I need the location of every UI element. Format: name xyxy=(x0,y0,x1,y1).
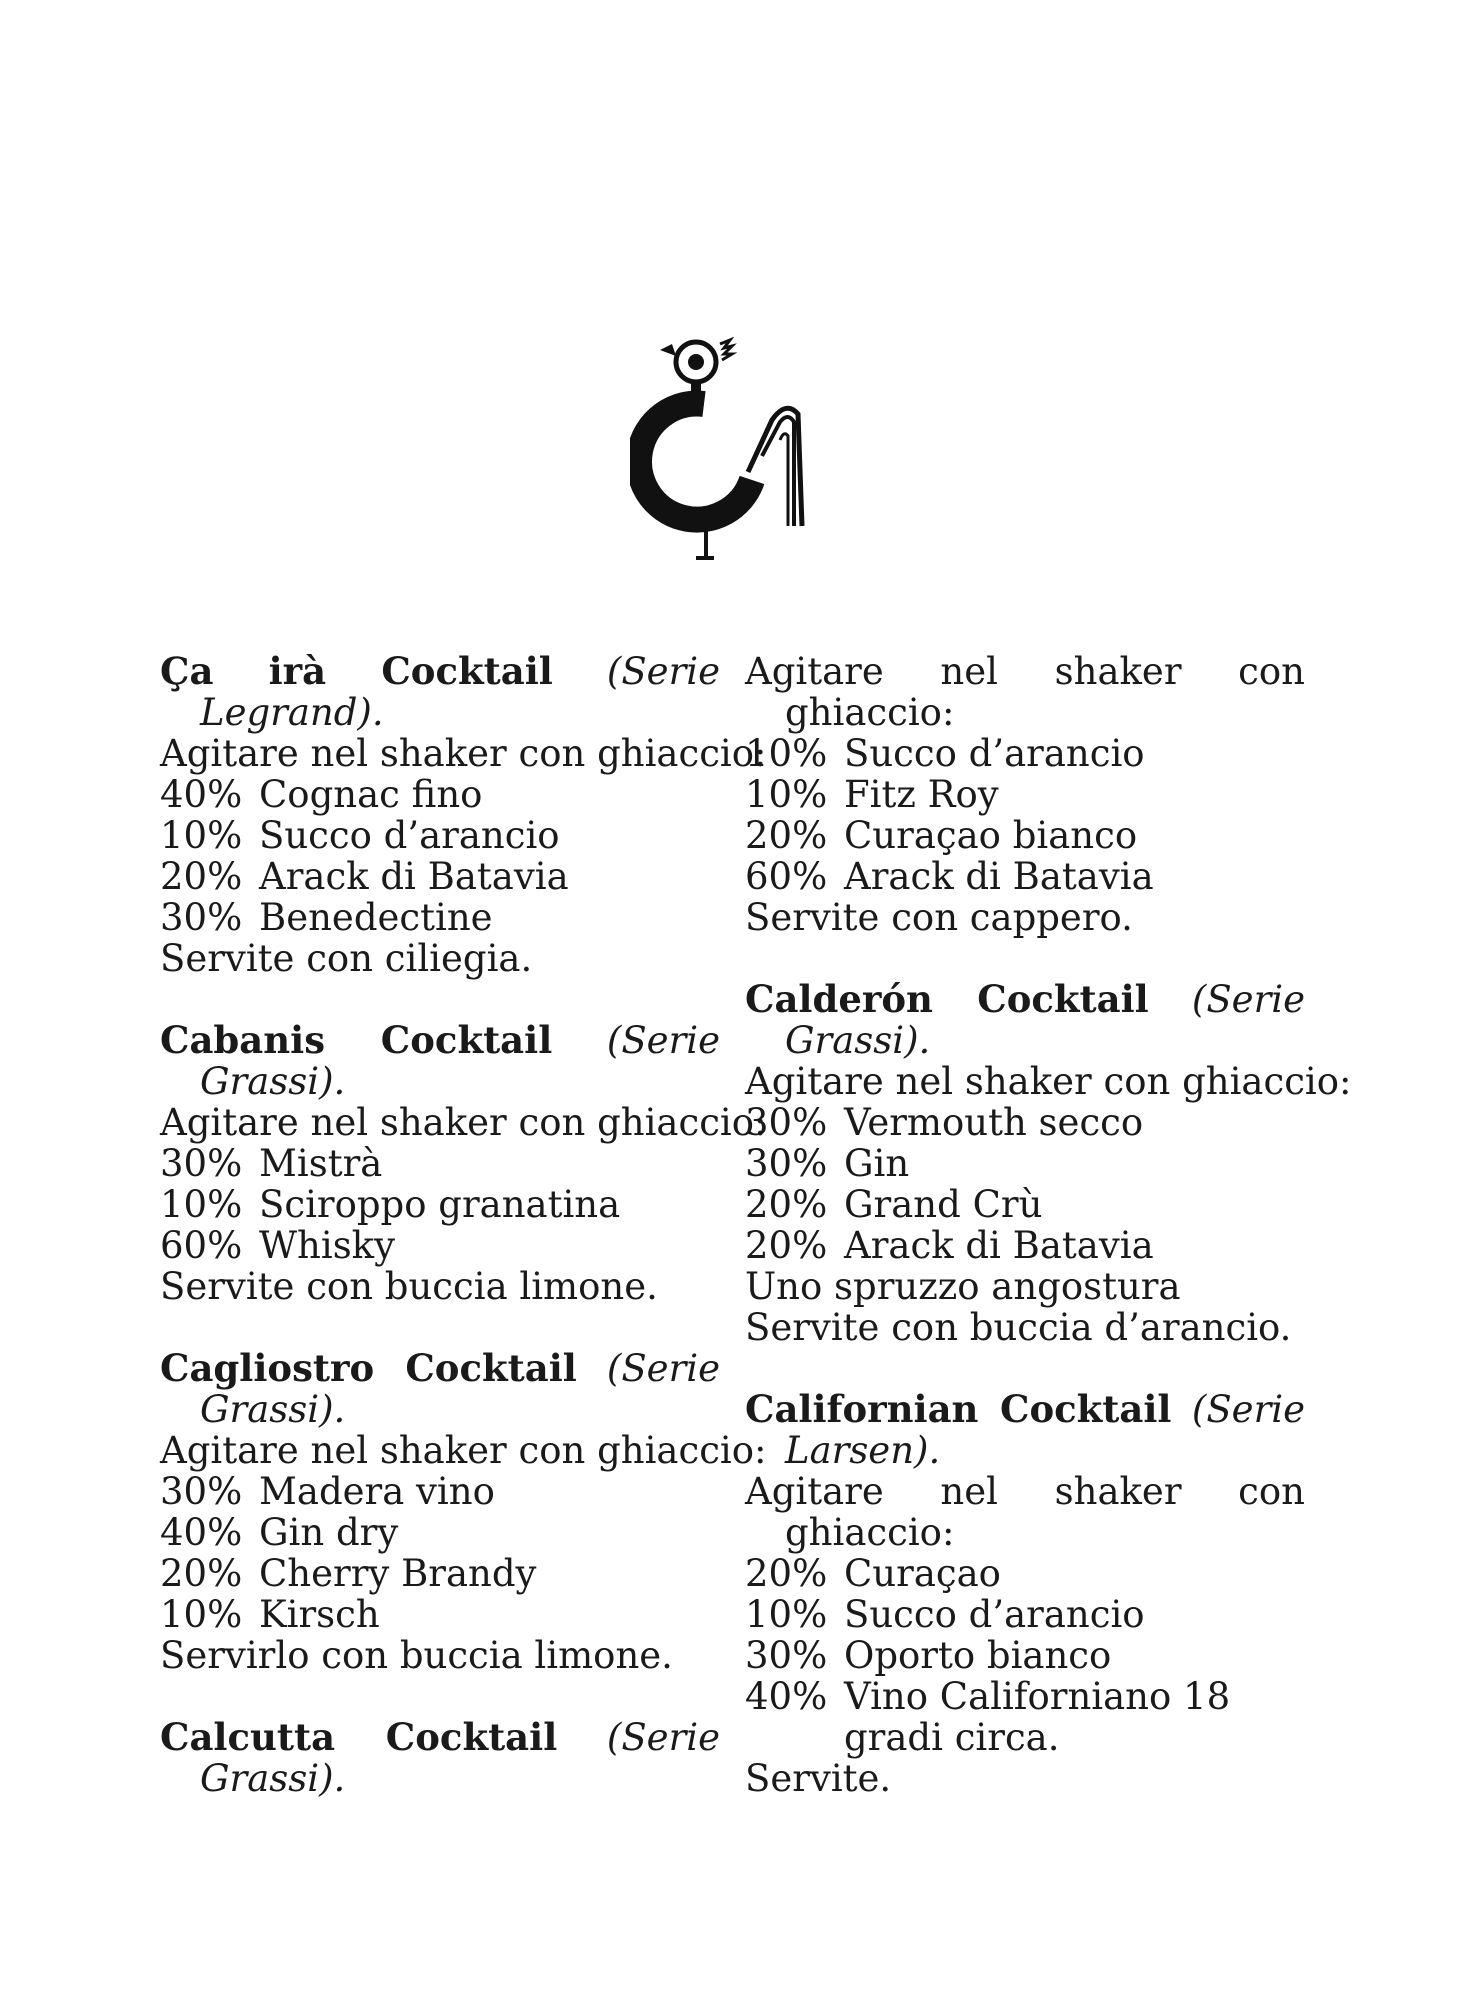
recipe-title: Californian Cocktail xyxy=(745,1387,1172,1431)
ingredient-row xyxy=(160,774,720,815)
ingredient-name: Succo d’arancio xyxy=(844,732,1145,775)
ingredient-row xyxy=(745,856,1305,897)
ingredient-name: Vermouth secco xyxy=(844,1101,1144,1144)
ingredient-row xyxy=(745,1635,1305,1676)
ingredient-row xyxy=(745,1594,1305,1635)
recipe-calderon xyxy=(745,977,1352,1349)
ingredient-name: Kirsch xyxy=(259,1593,380,1636)
ingredient-name: Gin dry xyxy=(259,1511,399,1554)
ingredient-percent: 30% xyxy=(745,1101,828,1144)
recipe-cabanis xyxy=(160,1018,767,1308)
recipe-calcutta-continued xyxy=(745,651,1305,938)
ingredient-name: Cognac fino xyxy=(259,773,483,816)
ingredient-row xyxy=(160,1471,720,1512)
ingredient-name: Succo d’arancio xyxy=(259,814,560,857)
recipe-method: Agitare nel shaker con ghiaccio: xyxy=(160,732,767,775)
ingredient-row xyxy=(160,897,720,938)
recipe-serve: Servite con cappero. xyxy=(745,896,1133,939)
ingredient-name: Cherry Brandy xyxy=(259,1552,537,1595)
ingredient-name: Sciroppo granatina xyxy=(259,1183,621,1226)
recipe-title: Cabanis Cocktail xyxy=(160,1018,553,1062)
ingredient-row xyxy=(745,1184,1305,1225)
recipe-californian xyxy=(745,1389,1305,1799)
recipe-method: Agitare nel shaker con ghiaccio: xyxy=(745,1470,1305,1554)
ingredient-percent: 30% xyxy=(160,1470,243,1513)
right-column xyxy=(745,650,1352,1800)
recipe-serve: Servite con buccia d’arancio. xyxy=(745,1306,1292,1349)
recipe-serve: Servite con ciliegia. xyxy=(160,937,533,980)
ingredient-percent: 40% xyxy=(160,1511,243,1554)
ingredient-percent: 20% xyxy=(745,1552,828,1595)
recipe-series: (Serie Larsen). xyxy=(785,1388,1305,1472)
recipe-series: (Serie Grassi). xyxy=(200,1019,720,1103)
ingredient-name: Curaçao xyxy=(844,1552,1001,1595)
ingredient-percent: 30% xyxy=(745,1142,828,1185)
ingredient-row xyxy=(745,1676,1305,1758)
recipe-series: (Serie Grassi). xyxy=(785,978,1305,1062)
ingredient-name: Curaçao bianco xyxy=(844,814,1138,857)
ingredient-row xyxy=(745,815,1305,856)
ingredient-percent: 30% xyxy=(160,896,243,939)
ingredient-percent: 20% xyxy=(745,1224,828,1267)
ingredient-percent: 40% xyxy=(745,1675,828,1718)
ingredient-row xyxy=(160,1594,720,1635)
ingredient-percent: 10% xyxy=(160,1183,243,1226)
ingredient-percent: 20% xyxy=(745,1183,828,1226)
recipe-extra: Uno spruzzo angostura xyxy=(745,1265,1181,1308)
ingredient-row xyxy=(160,1553,720,1594)
ingredient-percent: 20% xyxy=(745,814,828,857)
ingredient-row xyxy=(160,1184,720,1225)
ingredient-percent: 10% xyxy=(160,1593,243,1636)
ingredient-percent: 10% xyxy=(160,814,243,857)
ingredient-percent: 20% xyxy=(160,855,243,898)
ingredient-row xyxy=(745,1225,1305,1266)
ingredient-percent: 30% xyxy=(160,1142,243,1185)
recipe-serve: Servite. xyxy=(745,1757,892,1800)
ingredient-name: Gin xyxy=(844,1142,910,1185)
recipe-calcutta xyxy=(160,1717,720,1799)
ingredient-name: Vino Californiano 18 gradi circa. xyxy=(844,1675,1231,1759)
recipe-serve: Servirlo con buccia limone. xyxy=(160,1634,673,1677)
ingredient-percent: 10% xyxy=(745,732,828,775)
ingredient-name: Mistrà xyxy=(259,1142,383,1185)
ingredient-row xyxy=(160,1143,720,1184)
recipe-ca-ira xyxy=(160,649,767,980)
ingredient-name: Arack di Batavia xyxy=(259,855,569,898)
recipe-title: Cagliostro Cocktail xyxy=(160,1346,577,1390)
recipe-series: (Serie Grassi). xyxy=(200,1347,720,1431)
ingredient-name: Oporto bianco xyxy=(844,1634,1112,1677)
ingredient-percent: 10% xyxy=(745,1593,828,1636)
ingredient-name: Succo d’arancio xyxy=(844,1593,1145,1636)
ingredient-row xyxy=(160,1225,720,1266)
recipe-series: (Serie Grassi). xyxy=(200,1716,720,1800)
ingredient-percent: 40% xyxy=(160,773,243,816)
recipe-serve: Servite con buccia limone. xyxy=(160,1265,658,1308)
ingredient-row xyxy=(160,815,720,856)
ingredient-row xyxy=(745,1553,1305,1594)
ingredient-row xyxy=(745,733,1305,774)
ingredient-name: Madera vino xyxy=(259,1470,495,1513)
ingredient-row xyxy=(745,1102,1305,1143)
left-column xyxy=(160,649,767,1800)
ingredient-percent: 60% xyxy=(160,1224,243,1267)
rooster-logo-icon xyxy=(630,330,830,570)
recipe-method: Agitare nel shaker con ghiaccio: xyxy=(745,650,1305,734)
ingredient-row xyxy=(745,774,1305,815)
recipe-method: Agitare nel shaker con ghiaccio: xyxy=(160,1429,767,1472)
recipe-series: (Serie Legrand). xyxy=(200,650,720,734)
ingredient-name: Whisky xyxy=(259,1224,396,1267)
ingredient-row xyxy=(160,856,720,897)
recipe-title: Ça irà Cocktail xyxy=(160,649,553,693)
ingredient-percent: 10% xyxy=(745,773,828,816)
ingredient-row xyxy=(160,1512,720,1553)
ingredient-percent: 60% xyxy=(745,855,828,898)
ingredient-percent: 20% xyxy=(160,1552,243,1595)
ingredient-name: Fitz Roy xyxy=(844,773,999,816)
recipe-title: Calcutta Cocktail xyxy=(160,1715,558,1759)
recipe-method: Agitare nel shaker con ghiaccio: xyxy=(160,1101,767,1144)
ingredient-name: Grand Crù xyxy=(844,1183,1043,1226)
recipe-method: Agitare nel shaker con ghiaccio: xyxy=(745,1060,1352,1103)
ingredient-percent: 30% xyxy=(745,1634,828,1677)
ingredient-name: Arack di Batavia xyxy=(844,855,1154,898)
recipe-cagliostro xyxy=(160,1346,767,1677)
ingredient-name: Benedectine xyxy=(259,896,493,939)
ingredient-name: Arack di Batavia xyxy=(844,1224,1154,1267)
ingredient-row xyxy=(745,1143,1305,1184)
recipe-title: Calderón Cocktail xyxy=(745,977,1149,1021)
